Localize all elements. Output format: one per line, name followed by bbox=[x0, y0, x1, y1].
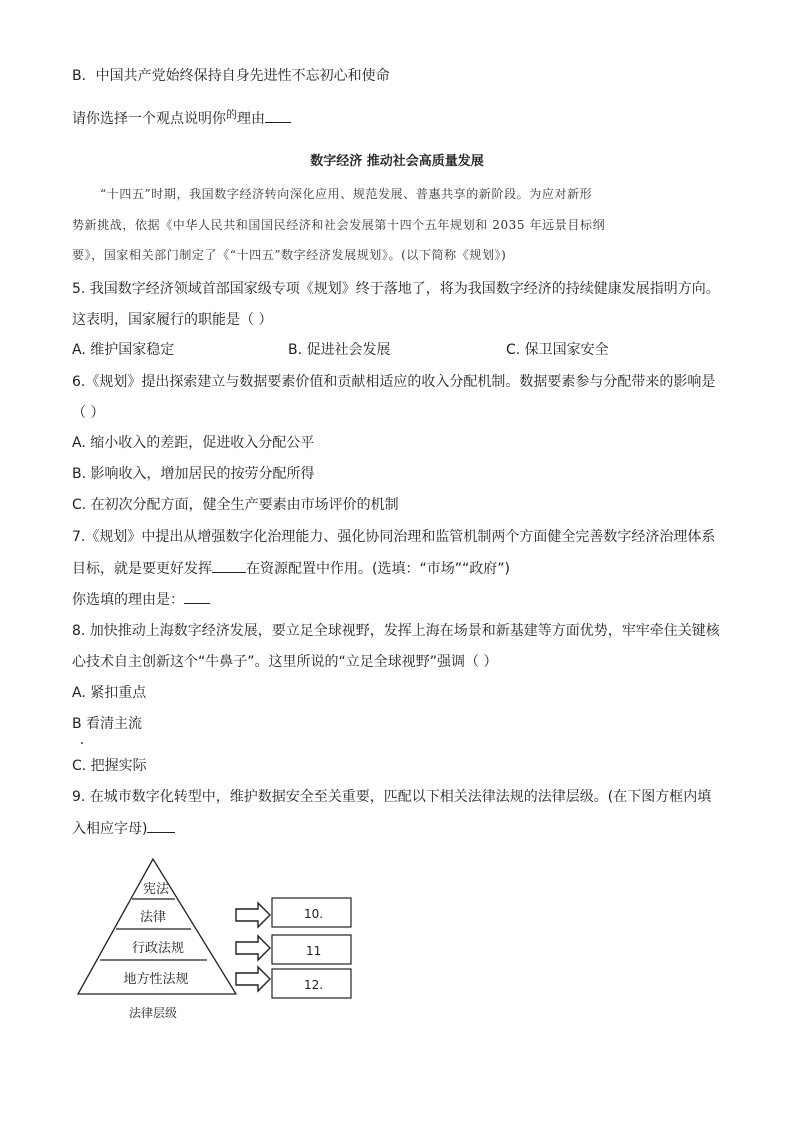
q9-answer-blank[interactable] bbox=[147, 818, 175, 833]
q8-option-a[interactable]: A. 紧扣重点 bbox=[72, 685, 147, 701]
q8-stem-line-2: 心技术自主创新这个“牛鼻子”。这里所说的“立足全球视野”强调（ ） bbox=[72, 654, 498, 670]
arrow-icon bbox=[236, 967, 270, 991]
q7-stem-line-1: 7.《规划》中提出从增强数字化治理能力、强化协同治理和监管机制两个方面健全完善数字经济治理体系 bbox=[72, 529, 716, 545]
q9-stem-line-2 bbox=[72, 818, 175, 839]
q6-stem-line-2: （ ） bbox=[72, 405, 105, 421]
tier-constitution: 宪法 bbox=[142, 882, 170, 897]
q8-option-c[interactable]: C. 把握实际 bbox=[72, 758, 147, 774]
q7-text-after: 在资源配置中作用。(选填：“市场”“政府”) bbox=[246, 561, 510, 577]
stray-dot bbox=[81, 742, 83, 744]
q9-stem-line-1: 9. 在城市数字化转型中，维护数据安全至关重要，匹配以下相关法律法规的法律层级。(在下图方框内填 bbox=[72, 789, 712, 805]
intro-line-2: 势新挑战，依据《中华人民共和国国民经济和社会发展第十四个五年规划和 2035 年远景目标纲 bbox=[72, 218, 606, 232]
q4-option-b: B．中国共产党始终保持自身先进性不忘初心和使命 bbox=[72, 68, 390, 84]
tier-administrative-regulation: 行政法规 bbox=[131, 941, 185, 956]
answer-box-10-label: 10. bbox=[304, 907, 324, 921]
q5-option-b[interactable]: B. 促进社会发展 bbox=[288, 342, 391, 358]
arrow-icon bbox=[236, 936, 270, 960]
section-title: 数字经济 推动社会高质量发展 bbox=[310, 154, 484, 169]
q4-prompt-raised: 的 bbox=[226, 108, 237, 121]
q7-reason-blank[interactable] bbox=[184, 589, 210, 604]
q5-stem-line-2: 这表明，国家履行的职能是（ ） bbox=[72, 312, 273, 328]
q6-stem-line-1: 6.《规划》提出探索建立与数据要素价值和贡献相适应的收入分配机制。数据要素参与分配带来的影响是 bbox=[72, 374, 716, 390]
q4-prompt-text: 请你选择一个观点说明你 bbox=[72, 111, 226, 127]
tier-law: 法律 bbox=[139, 910, 167, 925]
q7-reason-label: 你选填的理由是： bbox=[72, 592, 184, 608]
q7-stem-line-3 bbox=[72, 589, 210, 610]
intro-line-3: 要》，国家相关部门制定了《“十四五”数字经济发展规划》。(以下简称《规划》) bbox=[72, 248, 507, 262]
q5-stem-line-1: 5. 我国数字经济领域首部国家级专项《规划》终于落地了，将为我国数字经济的持续健康发展指明方向。 bbox=[72, 281, 720, 297]
answer-blank[interactable] bbox=[265, 108, 291, 123]
q4-prompt-text-end: 理由 bbox=[237, 111, 265, 127]
arrow-icon bbox=[236, 903, 270, 927]
q6-option-c[interactable]: C. 在初次分配方面，健全生产要素由市场评价的机制 bbox=[72, 497, 399, 513]
diagram-caption: 法律层级 bbox=[128, 1006, 178, 1020]
law-hierarchy-diagram bbox=[76, 855, 366, 1025]
q9-stem-text: 入相应字母) bbox=[72, 821, 148, 837]
q7-stem-line-2 bbox=[72, 558, 510, 579]
answer-box-12-label: 12. bbox=[304, 978, 324, 992]
q4-prompt bbox=[72, 108, 291, 130]
answer-box-11-label: 11 bbox=[306, 944, 322, 958]
q8-stem-line-1: 8. 加快推动上海数字经济发展，要立足全球视野，发挥上海在场景和新基建等方面优势，牢牢牵住关键核 bbox=[72, 623, 720, 639]
q7-answer-blank[interactable] bbox=[212, 558, 246, 573]
q6-option-b[interactable]: B. 影响收入，增加居民的按劳分配所得 bbox=[72, 466, 315, 482]
q5-option-c[interactable]: C. 保卫国家安全 bbox=[506, 342, 609, 358]
q8-option-b[interactable]: B 看清主流 bbox=[72, 716, 143, 732]
q7-text-before: 目标，就是要更好发挥 bbox=[72, 561, 212, 577]
tier-local-regulation: 地方性法规 bbox=[123, 972, 189, 987]
q5-option-a[interactable]: A. 维护国家稳定 bbox=[72, 342, 175, 358]
q6-option-a[interactable]: A. 缩小收入的差距，促进收入分配公平 bbox=[72, 435, 315, 451]
intro-line-1: “十四五”时期，我国数字经济转向深化应用、规范发展、普惠共享的新阶段。为应对新形 bbox=[100, 187, 593, 201]
